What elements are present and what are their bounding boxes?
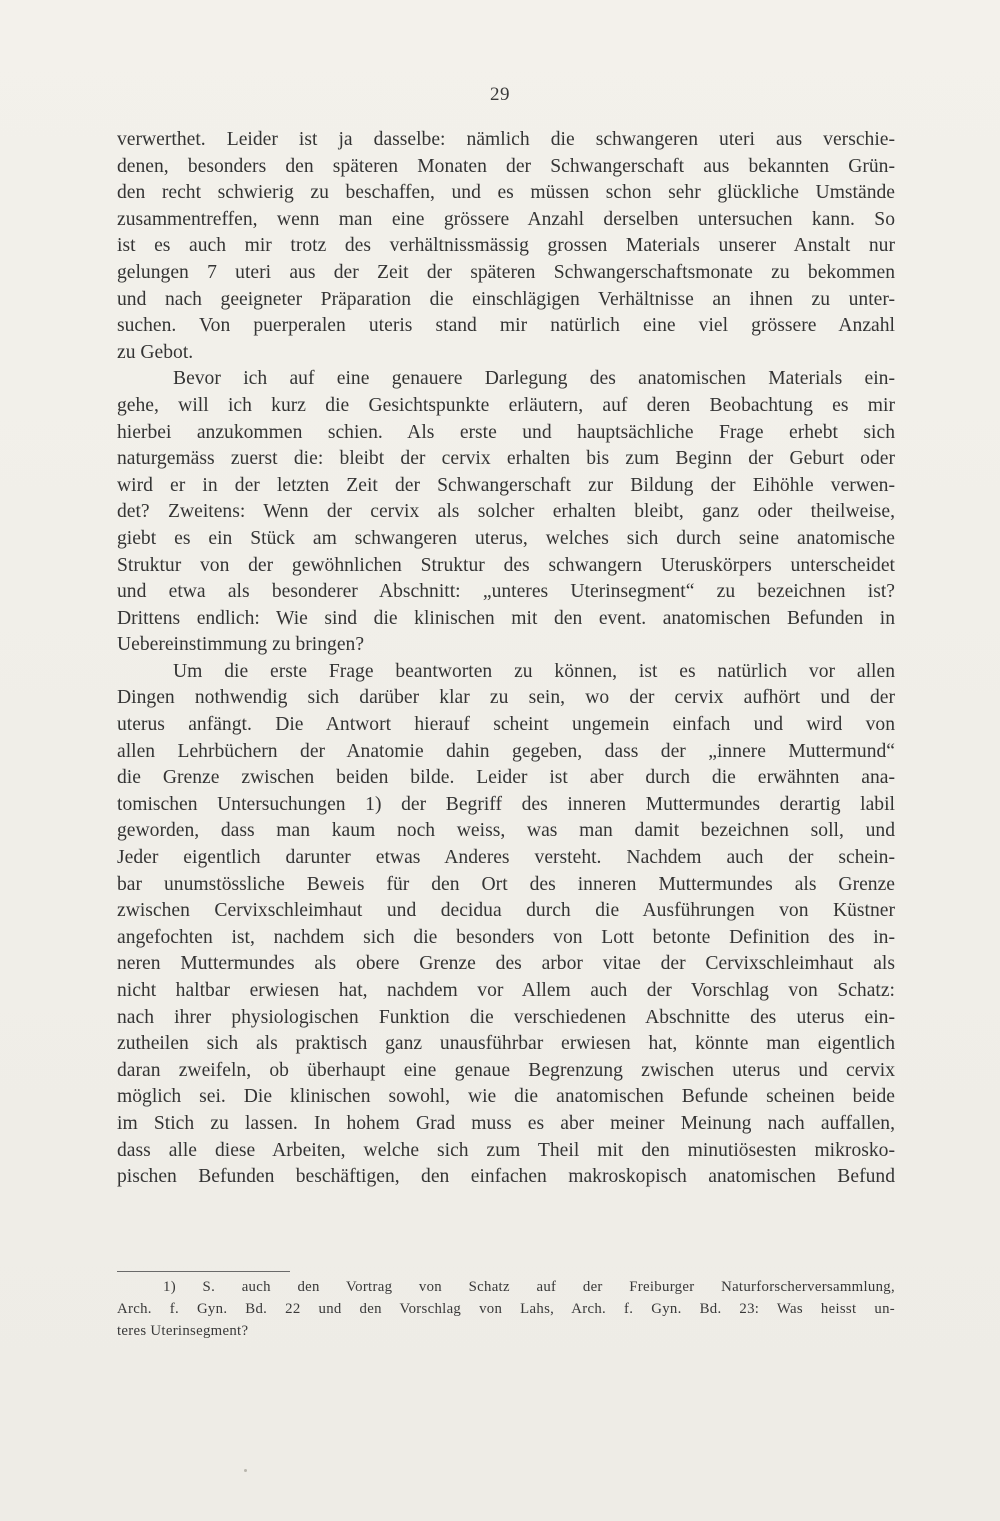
text-line: uterus anfängt. Die Antwort hierauf scheint ungemein einfach und wird von [117,714,895,736]
body-text [117,127,895,1191]
text-line: zwischen Cervixschleimhaut und decidua durch die Ausführungen von Küstner [117,900,895,922]
text-line: Um die erste Frage beantworten zu können, ist es natürlich vor allen [173,660,895,682]
text-line: daran zweifeln, ob überhaupt eine genaue Begrenzung zwischen uterus und cervix [117,1059,895,1081]
text-line: bar unumstössliche Beweis für den Ort des inneren Muttermundes als Grenze [117,873,895,895]
text-line: neren Muttermundes als obere Grenze des arbor vitae der Cervixschleimhaut als [117,953,895,975]
text-line: giebt es ein Stück am schwangeren uterus, welches sich durch seine anatomische [117,527,895,549]
text-line: gelungen 7 uteri aus der Zeit der späteren Schwangerschaftsmonate zu bekommen [117,261,895,283]
text-line: Jeder eigentlich darunter etwas Anderes versteht. Nachdem auch der schein- [117,847,895,869]
text-line: Struktur von der gewöhnlichen Struktur des schwangern Uteruskörpers unterscheidet [117,554,895,576]
text-line: im Stich zu lassen. In hohem Grad muss es aber meiner Meinung nach auffallen, [117,1112,895,1134]
footnote-divider [117,1271,290,1272]
text-line: Dingen nothwendig sich darüber klar zu sein, wo der cervix aufhört und der [117,687,895,709]
text-line: den recht schwierig zu beschaffen, und es müssen schon sehr glückliche Umstände [117,182,895,204]
text-line: zutheilen sich als praktisch ganz unausführbar erwiesen hat, könnte man eigentlich [117,1033,895,1055]
text-line: zusammentreffen, wenn man eine grössere Anzahl derselben untersuchen kann. So [117,208,895,230]
text-line: und nach geeigneter Präparation die einschlägigen Verhältnisse an ihnen zu unter- [117,288,895,310]
text-line: tomischen Untersuchungen 1) der Begriff des inneren Muttermundes derartig labil [117,793,895,815]
text-line: gehe, will ich kurz die Gesichtspunkte erläutern, auf deren Beobachtung es mir [117,394,895,416]
text-line: angefochten ist, nachdem sich die besonders von Lott betonte Definition des in- [117,926,895,948]
text-line: pischen Befunden beschäftigen, den einfachen makroskopisch anatomischen Befund [117,1166,895,1188]
text-line: zu Gebot. [117,341,194,363]
text-line: nicht haltbar erwiesen hat, nachdem vor Allem auch der Vorschlag von Schatz: [117,980,895,1001]
page-number: 29 [490,84,510,105]
text-line: möglich sei. Die klinischen sowohl, wie die anatomischen Befunde scheinen beide [117,1086,895,1108]
text-line: Uebereinstimmung zu bringen? [117,634,365,656]
text-line: ist es auch mir trotz des verhältnissmässig grossen Materials unserer Anstalt nur [117,235,895,257]
footnote-line: 1) S. auch den Vortrag von Schatz auf der Freiburger Naturforscherversammlung, [163,1279,895,1295]
text-line: verwerthet. Leider ist ja dasselbe: nämlich die schwangeren uteri aus verschie- [117,129,895,150]
text-line: Bevor ich auf eine genauere Darlegung des anatomischen Materials ein- [173,368,895,390]
footnote-line: teres Uterinsegment? [117,1323,249,1339]
paper-speck [244,1469,247,1472]
text-line: hierbei anzukommen schien. Als erste und hauptsächliche Frage erhebt sich [117,421,895,443]
text-line: die Grenze zwischen beiden bilde. Leider ist aber durch die erwähnten ana- [117,767,895,789]
text-line: nach ihrer physiologischen Funktion die verschiedenen Abschnitte des uterus ein- [117,1006,895,1028]
text-line: naturgemäss zuerst die: bleibt der cervix erhalten bis zum Beginn der Geburt oder [117,448,895,470]
text-line: suchen. Von puerperalen uteris stand mir natürlich eine viel grössere Anzahl [117,315,895,337]
text-line: denen, besonders den späteren Monaten der Schwangerschaft aus bekannten Grün- [117,155,895,177]
text-line: wird er in der letzten Zeit der Schwangerschaft zur Bildung der Eihöhle verwen- [117,474,895,496]
footnote-line: Arch. f. Gyn. Bd. 22 und den Vorschlag von Lahs, Arch. f. Gyn. Bd. 23: Was heisst un- [117,1301,895,1317]
footnotes [117,1276,895,1342]
text-line: allen Lehrbüchern der Anatomie dahin gegeben, dass der „innere Muttermund“ [117,740,895,762]
text-line: geworden, dass man kaum noch weiss, was man damit bezeichnen soll, und [117,820,895,842]
text-line: det? Zweitens: Wenn der cervix als solcher erhalten bleibt, ganz oder theilweise, [117,501,895,523]
text-line: Drittens endlich: Wie sind die klinischen mit den event. anatomischen Befunden in [117,607,895,629]
text-line: dass alle diese Arbeiten, welche sich zum Theil mit den minutiösesten mikrosko- [117,1139,895,1161]
text-line: und etwa als besonderer Abschnitt: „unteres Uterinsegment“ zu bezeichnen ist? [117,581,895,603]
